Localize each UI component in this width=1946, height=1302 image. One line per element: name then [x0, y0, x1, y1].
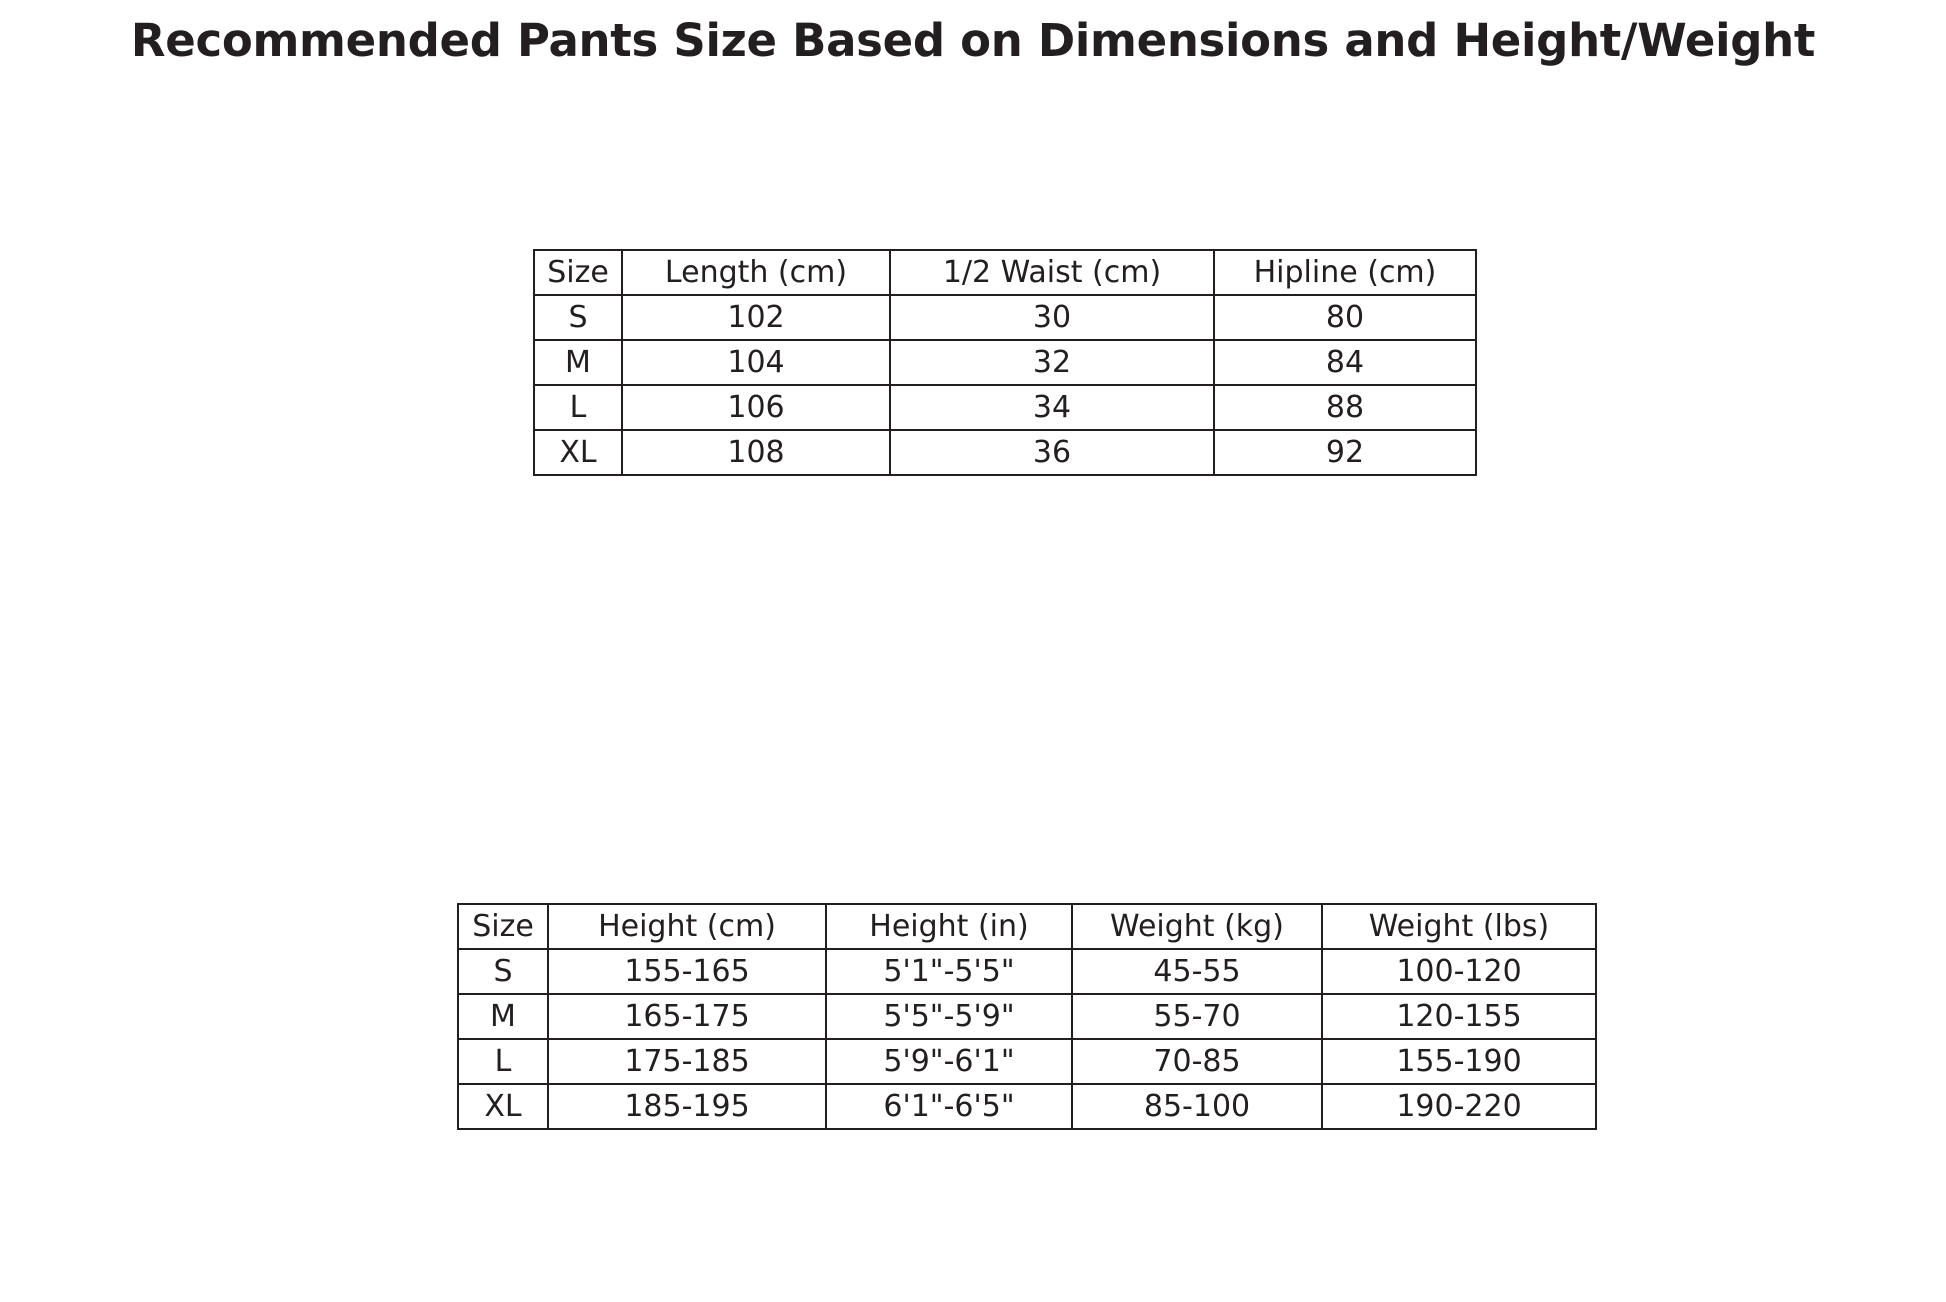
- cell-length: 108: [622, 430, 890, 475]
- table-row: [534, 295, 1476, 340]
- cell-hipline: 84: [1214, 340, 1476, 385]
- column-header-height-in: Height (in): [826, 904, 1072, 949]
- cell-weight-lbs: 120-155: [1322, 994, 1596, 1039]
- cell-height-in: 6'1"-6'5": [826, 1084, 1072, 1129]
- cell-weight-lbs: 155-190: [1322, 1039, 1596, 1084]
- cell-length: 106: [622, 385, 890, 430]
- cell-size: M: [534, 340, 622, 385]
- cell-size: XL: [458, 1084, 548, 1129]
- cell-length: 104: [622, 340, 890, 385]
- height-weight-size-table: [457, 903, 1597, 1130]
- cell-size: S: [458, 949, 548, 994]
- table-header-row: [458, 904, 1596, 949]
- column-header-height-cm: Height (cm): [548, 904, 826, 949]
- table-row: [534, 430, 1476, 475]
- cell-size: L: [458, 1039, 548, 1084]
- cell-height-cm: 165-175: [548, 994, 826, 1039]
- cell-waist: 30: [890, 295, 1214, 340]
- cell-size: S: [534, 295, 622, 340]
- page-title: Recommended Pants Size Based on Dimensions and Height/Weight: [130, 14, 1816, 67]
- cell-height-in: 5'5"-5'9": [826, 994, 1072, 1039]
- cell-waist: 34: [890, 385, 1214, 430]
- cell-size: M: [458, 994, 548, 1039]
- table-row: [458, 994, 1596, 1039]
- table-row: [534, 385, 1476, 430]
- cell-height-cm: 175-185: [548, 1039, 826, 1084]
- cell-weight-kg: 45-55: [1072, 949, 1322, 994]
- table-row: [534, 340, 1476, 385]
- cell-weight-kg: 85-100: [1072, 1084, 1322, 1129]
- table-header-row: [534, 250, 1476, 295]
- column-header-weight-lbs: Weight (lbs): [1322, 904, 1596, 949]
- cell-height-cm: 155-165: [548, 949, 826, 994]
- column-header-size: Size: [534, 250, 622, 295]
- cell-size: L: [534, 385, 622, 430]
- table-row: [458, 1084, 1596, 1129]
- column-header-length: Length (cm): [622, 250, 890, 295]
- cell-weight-lbs: 190-220: [1322, 1084, 1596, 1129]
- cell-weight-kg: 70-85: [1072, 1039, 1322, 1084]
- column-header-weight-kg: Weight (kg): [1072, 904, 1322, 949]
- dimensions-size-table: [533, 249, 1477, 476]
- cell-hipline: 92: [1214, 430, 1476, 475]
- cell-length: 102: [622, 295, 890, 340]
- cell-waist: 36: [890, 430, 1214, 475]
- cell-height-in: 5'1"-5'5": [826, 949, 1072, 994]
- column-header-hipline: Hipline (cm): [1214, 250, 1476, 295]
- cell-waist: 32: [890, 340, 1214, 385]
- table-row: [458, 949, 1596, 994]
- table-row: [458, 1039, 1596, 1084]
- cell-weight-kg: 55-70: [1072, 994, 1322, 1039]
- cell-size: XL: [534, 430, 622, 475]
- cell-height-cm: 185-195: [548, 1084, 826, 1129]
- cell-hipline: 88: [1214, 385, 1476, 430]
- column-header-waist: 1/2 Waist (cm): [890, 250, 1214, 295]
- cell-weight-lbs: 100-120: [1322, 949, 1596, 994]
- column-header-size: Size: [458, 904, 548, 949]
- cell-height-in: 5'9"-6'1": [826, 1039, 1072, 1084]
- cell-hipline: 80: [1214, 295, 1476, 340]
